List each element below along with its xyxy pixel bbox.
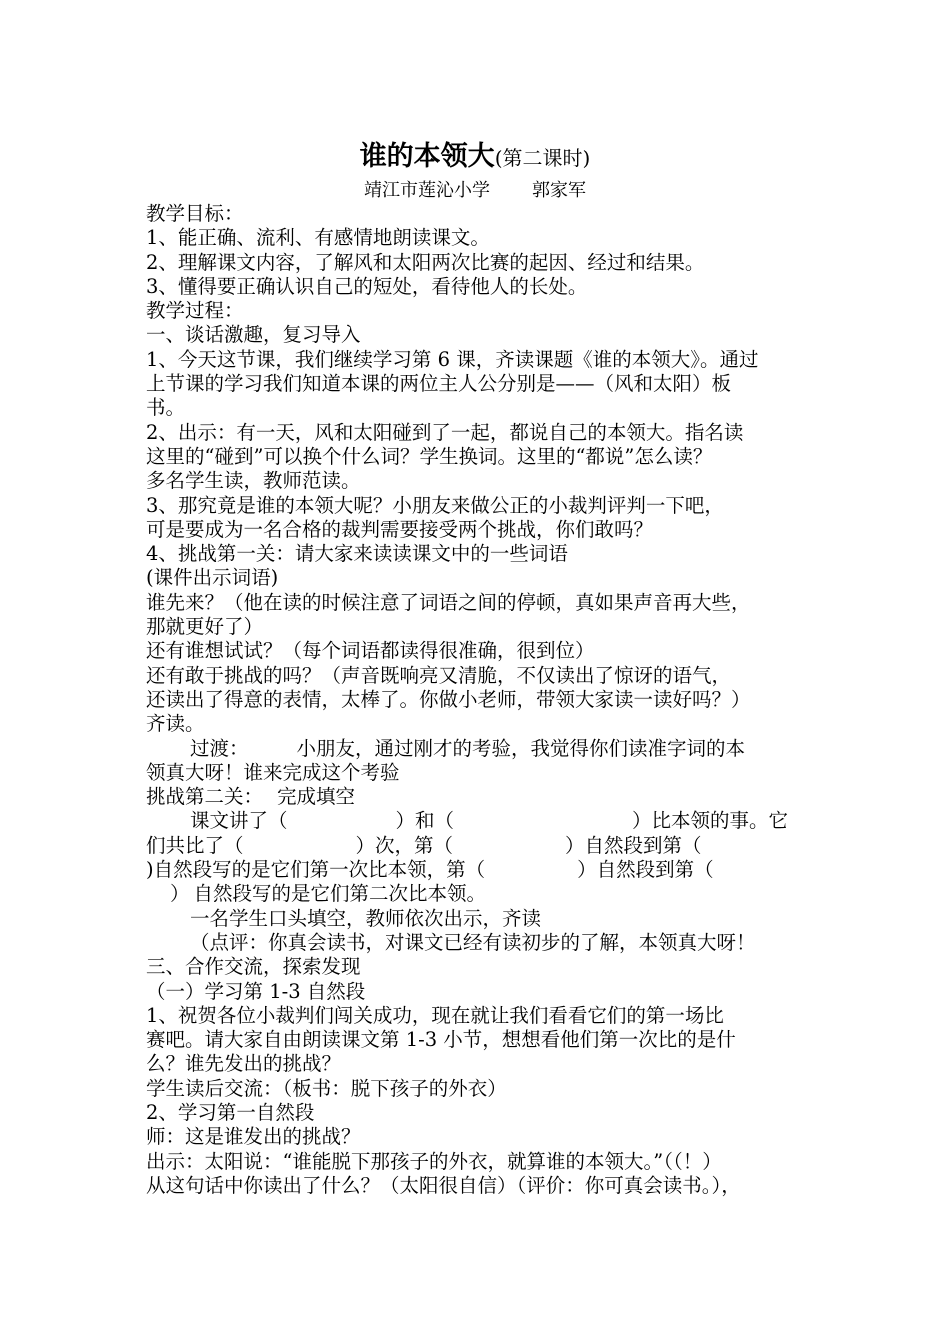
text-line: 还有敢于挑战的吗？（声音既响亮又清脆，不仅读出了惊讶的语气， bbox=[146, 663, 732, 687]
challenge-text: 完成填空 bbox=[277, 785, 356, 809]
heading-process: 教学过程： bbox=[146, 299, 244, 323]
text-line: 3、那究竟是谁的本领大呢？小朋友来做公正的小裁判评判一下吧， bbox=[146, 493, 724, 517]
text-line: 领真大呀！谁来完成这个考验 bbox=[146, 760, 400, 784]
text-line: （点评：你真会读书，对课文已经有读初步的了解，本领真大呀！ bbox=[190, 930, 756, 954]
text-line: 2、学习第一自然段 bbox=[146, 1100, 315, 1124]
text-line: 学生读后交流：（板书：脱下孩子的外衣） bbox=[146, 1076, 507, 1100]
text-line: 齐读。 bbox=[146, 712, 205, 736]
fill-text: ）自然段到第（ bbox=[577, 858, 714, 882]
title-subtitle: (第二课时) bbox=[494, 146, 591, 170]
text-line: 一名学生口头填空，教师依次出示，齐读 bbox=[190, 906, 542, 930]
text-line: 上节课的学习我们知道本课的两位主人公分别是——（风和太阳）板 bbox=[146, 372, 732, 396]
title-main: 谁的本领大 bbox=[359, 141, 495, 172]
fill-blank-line bbox=[146, 858, 826, 882]
text-line: 4、挑战第一关：请大家来读读课文中的一些词语 bbox=[146, 542, 568, 566]
fill-text: 自然段写的是它们第二次比本领。 bbox=[193, 882, 487, 906]
document-body bbox=[146, 202, 826, 1198]
text-line: 出示：太阳说：“谁能脱下那孩子的外衣，就算谁的本领大。”（（！） bbox=[146, 1149, 722, 1173]
fill-blank-line bbox=[146, 809, 826, 833]
text-line: (课件出示词语) bbox=[146, 566, 279, 590]
text-line: 2、出示：有一天，风和太阳碰到了一起，都说自己的本领大。指名读 bbox=[146, 420, 744, 444]
fill-text: )自然段写的是它们第一次比本领，第（ bbox=[146, 858, 486, 882]
subsection-heading: （一）学习第 1-3 自然段 bbox=[146, 979, 366, 1003]
fill-text: ） bbox=[170, 882, 190, 906]
fill-text: 们共比了（ bbox=[146, 833, 244, 857]
fill-text: ）比本领的事。它 bbox=[632, 809, 789, 833]
text-line: 可是要成为一名合格的裁判需要接受两个挑战，你们敢吗？ bbox=[146, 517, 654, 541]
text-line: 那就更好了） bbox=[146, 615, 264, 639]
section-heading: 一、谈话激趣，复习导入 bbox=[146, 323, 361, 347]
author-school: 靖江市莲沁小学 bbox=[364, 180, 490, 201]
text-line: 3、懂得要正确认识自己的短处，看待他人的长处。 bbox=[146, 274, 588, 298]
section-heading: 三、合作交流，探索发现 bbox=[146, 955, 361, 979]
transition-label: 过渡： bbox=[190, 736, 249, 760]
text-line: 还有谁想试试？（每个词语都读得很准确，很到位） bbox=[146, 639, 595, 663]
text-line: 么？谁先发出的挑战？ bbox=[146, 1052, 342, 1076]
text-line: 1、能正确、流利、有感情地朗读课文。 bbox=[146, 226, 490, 250]
text-line: 1、祝贺各位小裁判们闯关成功，现在就让我们看看它们的第一场比 bbox=[146, 1003, 724, 1027]
text-line: 谁先来？（他在读的时候注意了词语之间的停顿，真如果声音再大些， bbox=[146, 590, 751, 614]
document-title bbox=[0, 134, 950, 173]
fill-text: 课文讲了（ bbox=[190, 809, 288, 833]
fill-blank-line bbox=[146, 882, 826, 906]
fill-text: ）和（ bbox=[395, 809, 455, 833]
text-line: 师：这是谁发出的挑战？ bbox=[146, 1125, 361, 1149]
text-line bbox=[146, 737, 826, 761]
transition-text: 小朋友，通过刚才的考验，我觉得你们读准字词的本 bbox=[296, 736, 746, 760]
text-line: 1、今天这节课，我们继续学习第 6 课，齐读课题《谁的本领大》。通过 bbox=[146, 347, 759, 371]
text-line: 这里的“碰到”可以换个什么词？学生换词。这里的“都说”怎么读？ bbox=[146, 444, 713, 468]
fill-text: ）自然段到第（ bbox=[565, 833, 702, 857]
text-line: 还读出了得意的表情，太棒了。你做小老师，带领大家读一读好吗？） bbox=[146, 687, 751, 711]
fill-blank-line bbox=[146, 834, 826, 858]
text-line: 2、理解课文内容，了解风和太阳两次比赛的起因、经过和结果。 bbox=[146, 250, 705, 274]
text-line: 多名学生读，教师范读。 bbox=[146, 469, 361, 493]
fill-text: ）次，第（ bbox=[355, 833, 454, 857]
author-line bbox=[0, 176, 950, 202]
text-line bbox=[146, 785, 826, 809]
text-line: 赛吧。请大家自由朗读课文第 1-3 小节，想想看他们第一次比的是什 bbox=[146, 1028, 736, 1052]
text-line: 从这句话中你读出了什么？（太阳很自信）（评价：你可真会读书。）， bbox=[146, 1173, 741, 1197]
author-name: 郭家军 bbox=[532, 180, 586, 201]
text-line: 书。 bbox=[146, 396, 186, 420]
challenge-label: 挑战第二关： bbox=[146, 785, 264, 809]
heading-objectives: 教学目标： bbox=[146, 202, 244, 225]
